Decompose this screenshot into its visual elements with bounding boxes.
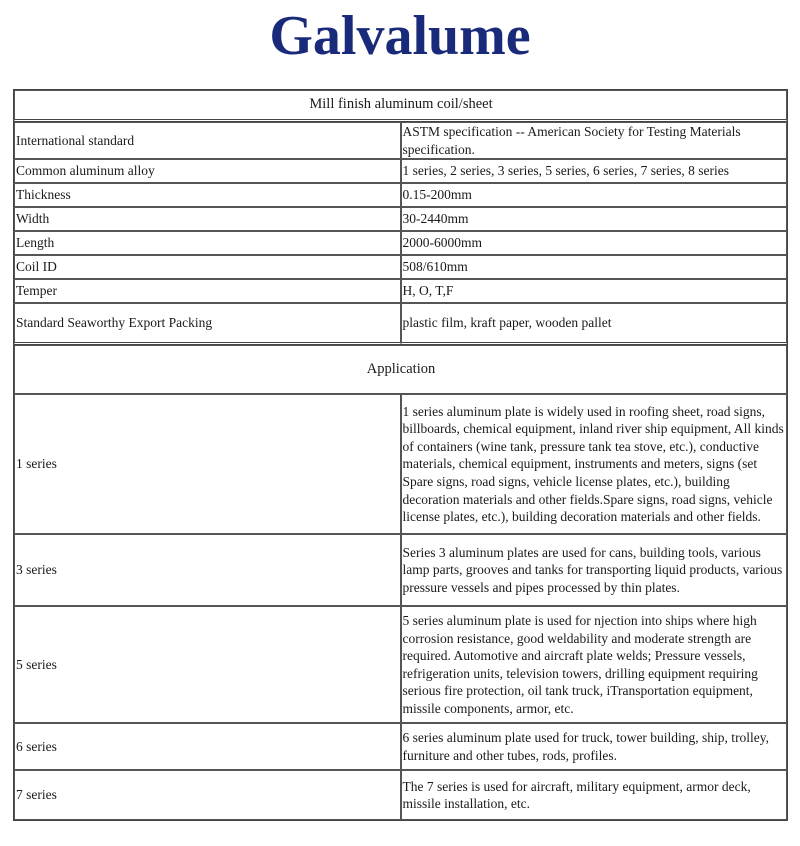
application-header: Application	[14, 345, 787, 394]
table-row	[14, 159, 787, 183]
row-label: 3 series	[14, 534, 401, 606]
row-label: Thickness	[14, 183, 401, 207]
table-header: Mill finish aluminum coil/sheet	[14, 90, 787, 122]
row-label: 5 series	[14, 606, 401, 723]
table-row	[14, 394, 787, 534]
row-value: 1 series, 2 series, 3 series, 5 series, 6 series, 7 series, 8 series	[401, 159, 788, 183]
table-row	[14, 183, 787, 207]
table-row	[14, 231, 787, 255]
row-value: Series 3 aluminum plates are used for cans, building tools, various lamp parts, grooves and tanks for transporting liquid products, various pressure vessels and pipes processed by thin plates.	[401, 534, 788, 606]
row-value: H, O, T,F	[401, 279, 788, 303]
row-value: 0.15-200mm	[401, 183, 788, 207]
row-label: Coil ID	[14, 255, 401, 279]
row-label: 7 series	[14, 770, 401, 820]
row-value: 1 series aluminum plate is widely used in roofing sheet, road signs, billboards, chemical equipment, inland river ship equipment, All kinds of containers (wine tank, pressure tank tea stove, etc.), conductive materials, chemical equipment, instruments and meters, signs (set Spare signs, road signs, vehicle license plates, etc.), building decoration materials and other fields.Spare signs, road signs, vehicle license plates, etc.), building decoration materials and other fields.	[401, 394, 788, 534]
table-row	[14, 303, 787, 345]
row-label: 6 series	[14, 723, 401, 770]
row-value: plastic film, kraft paper, wooden pallet	[401, 303, 788, 345]
table-row	[14, 122, 787, 159]
row-value: ASTM specification -- American Society for Testing Materials specification.	[401, 122, 788, 159]
table-row	[14, 534, 787, 606]
row-value: 5 series aluminum plate is used for njection into ships where high corrosion resistance, good weldability and moderate strength are required. Automotive and aircraft plate welds; Pressure vessels, refrigeration units, television towers, drilling equipment requiring serious fire protection, oil tank truck, iTransportation equipment, missile components, armor, etc.	[401, 606, 788, 723]
table-row	[14, 723, 787, 770]
row-label: Temper	[14, 279, 401, 303]
row-value: 2000-6000mm	[401, 231, 788, 255]
row-label: International standard	[14, 122, 401, 159]
row-label: Common aluminum alloy	[14, 159, 401, 183]
row-label: Width	[14, 207, 401, 231]
row-value: 30-2440mm	[401, 207, 788, 231]
row-label: 1 series	[14, 394, 401, 534]
table-row	[14, 279, 787, 303]
table-row	[14, 770, 787, 820]
row-value: The 7 series is used for aircraft, military equipment, armor deck, missile installation, etc.	[401, 770, 788, 820]
table-row	[14, 606, 787, 723]
row-value: 508/610mm	[401, 255, 788, 279]
row-label: Standard Seaworthy Export Packing	[14, 303, 401, 345]
spec-table	[13, 89, 788, 821]
page-title: Galvalume	[269, 5, 531, 67]
table-row	[14, 207, 787, 231]
row-value: 6 series aluminum plate used for truck, tower building, ship, trolley, furniture and other tubes, rods, profiles.	[401, 723, 788, 770]
table-row	[14, 255, 787, 279]
row-label: Length	[14, 231, 401, 255]
